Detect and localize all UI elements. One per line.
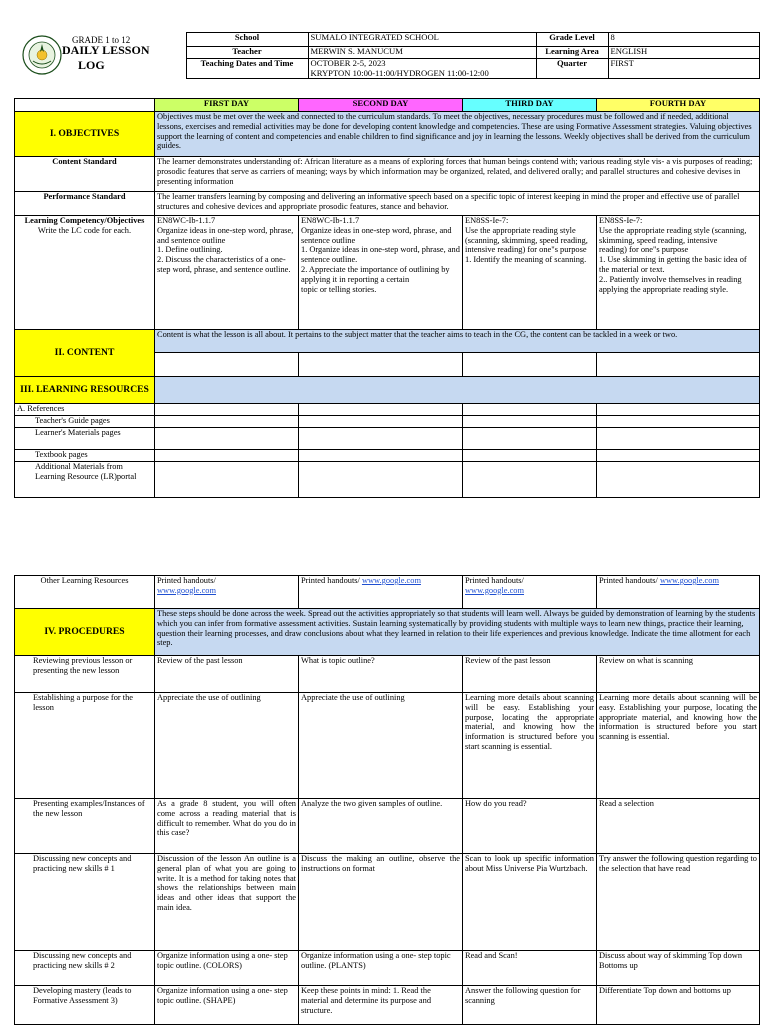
procedure-cell: Appreciate the use of outlining [299, 693, 463, 799]
references-label: A. References [15, 404, 155, 416]
resource-link[interactable]: www.google.com [659, 576, 719, 585]
dates-value [308, 59, 536, 79]
logo-line-3: LOG [78, 57, 105, 72]
teachers-guide-label: Teacher's Guide pages [15, 416, 155, 428]
day-3-header: THIRD DAY [463, 99, 597, 112]
procedure-cell: What is topic outline? [299, 656, 463, 693]
competency-line: Use the appropriate reading style (scanning, skimming, speed reading, intensive [599, 225, 747, 245]
cell [597, 416, 760, 428]
content-label: II. CONTENT [15, 330, 155, 377]
procedure-cell: Appreciate the use of outlining [155, 693, 299, 799]
grade-label: Grade Level [536, 33, 608, 47]
competency-label-line2: Write the LC code for each. [37, 225, 132, 235]
competency-day-3 [463, 216, 597, 330]
lesson-table [14, 98, 760, 498]
cell [155, 462, 299, 498]
competency-line: 1. Use skimming in getting the basic idea of the material or text. [599, 255, 747, 274]
other-resources-label: Other Learning Resources [15, 576, 155, 609]
procedure-cell: Analyze the two given samples of outline. [299, 799, 463, 854]
competency-line: 1. Define outlining. [157, 245, 223, 255]
procedures-text: These steps should be done across the week. Spread out the activities appropriately so that students will learn well. Always be guided by demonstration of learning by the students which you can infer from formative assessment activities. Sustain learning systematically by providing students with multiple ways to learn new things, practice their learning, question their learning processes, and draw conclusions about what they learned in relation to their life experiences and previous knowledge. Indicate the time allotment for each step. [155, 609, 760, 656]
resources-band [155, 377, 760, 404]
logo-block [18, 33, 186, 79]
procedure-cell: Discuss about way of skimming Top down Bottoms up [597, 951, 760, 986]
procedure-cell: As a grade 8 student, you will often come across a reading material that is difficult to remember. What do you do in this case? [155, 799, 299, 854]
procedure-cell: Review on what is scanning [597, 656, 760, 693]
performance-standard-label: Performance Standard [15, 192, 155, 216]
cell [155, 450, 299, 462]
procedure-cell: Organize information using a one- step topic outline. (SHAPE) [155, 986, 299, 1025]
header-table [18, 32, 760, 79]
area-label: Learning Area [536, 47, 608, 59]
procedure-cell: Read a selection [597, 799, 760, 854]
additional-materials-label: Additional Materials from Learning Resource (LR)portal [15, 462, 155, 498]
competency-day-1 [155, 216, 299, 330]
procedure-cell: Try answer the following question regarding to the selection that have read [597, 854, 760, 951]
cell [597, 450, 760, 462]
handout-text: Printed handouts/ [157, 576, 216, 585]
content-day-2 [299, 353, 463, 377]
competency-day-4 [597, 216, 760, 330]
textbook-pages-label: Textbook pages [15, 450, 155, 462]
grade-value: 8 [608, 33, 759, 47]
area-value: ENGLISH [608, 47, 759, 59]
cell [155, 416, 299, 428]
procedure-cell: Discuss the making an outline, observe the instructions on format [299, 854, 463, 951]
competency-line: 2.. Patiently involve themselves in reading applying the appropriate reading style. [599, 274, 742, 294]
logo-line-2: DAILY LESSON [62, 42, 150, 57]
content-text: Content is what the lesson is all about. It pertains to the subject matter that the teacher aims to teach in the CG, the content can be tackled in a week or two. [155, 330, 760, 353]
other-resources-day-1 [155, 576, 299, 609]
procedure-cell: How do you read? [463, 799, 597, 854]
competency-line: EN8WC-Ib-1.1.7 [301, 216, 360, 225]
cell [463, 416, 597, 428]
competency-line: Organize ideas in one-step word, phrase, and sentence outline [157, 225, 294, 245]
other-resources-day-2 [299, 576, 463, 609]
times-text: KRYPTON 10:00-11:00/HYDROGEN 11:00-12:00 [310, 67, 489, 78]
competency-line: EN8SS-Ie-7: [465, 216, 509, 225]
day-1-header: FIRST DAY [155, 99, 299, 112]
procedure-cell: Review of the past lesson [463, 656, 597, 693]
procedure-cell: Discussion of the lesson An outline is a general plan of what you are going to write. It is a method for taking notes that shows the relationships between main ideas and other ideas that support the main idea. [155, 854, 299, 951]
competency-label [15, 216, 155, 330]
procedure-cell: Learning more details about scanning will be easy. Establishing your purpose, locating the appropriate material, and knowing how the information is structured before you start scanning is essential. [463, 693, 597, 799]
resource-link[interactable]: www.google.com [361, 576, 421, 585]
procedure-cell: Answer the following question for scanning [463, 986, 597, 1025]
procedures-label: IV. PROCEDURES [15, 609, 155, 656]
cell [155, 428, 299, 450]
cell [299, 404, 463, 416]
procedure-row-label: Establishing a purpose for the lesson [15, 693, 155, 799]
competency-line: Organize ideas in one-step word, phrase, and sentence outline [301, 225, 452, 245]
procedure-row-label: Presenting examples/Instances of the new lesson [15, 799, 155, 854]
procedure-row-label: Developing mastery (leads to Formative Assessment 3) [15, 986, 155, 1025]
dates-text: OCTOBER 2-5, 2023 [310, 58, 386, 68]
other-resources-day-4 [597, 576, 760, 609]
cell [463, 404, 597, 416]
cell [597, 404, 760, 416]
competency-line: 2. Discuss the characteristics of a one-step word, phrase, and sentence outline. [157, 255, 291, 274]
procedure-cell: Scan to look up specific information about Miss Universe Pia Wurtzbach. [463, 854, 597, 951]
quarter-value: FIRST [608, 59, 759, 79]
competency-line: 1. Organize ideas in one-step word, phrase, and sentence outline. [301, 245, 460, 265]
cell [299, 416, 463, 428]
cell [299, 428, 463, 450]
objectives-text: Objectives must be met over the week and connected to the curriculum standards. To meet the objectives, necessary procedures must be followed and if needed, additional lessons, exercises and remedial activities may be done for developing content knowledge and competencies. These are using Formative Assessment strategies. Valuing objectives support the learning of content and competencies and enable children to find significance and joy in learning the lessons. Weekly objectives shall be derived from the curriculum guides. [155, 112, 760, 157]
day-4-header: FOURTH DAY [597, 99, 760, 112]
school-value: SUMALO INTEGRATED SCHOOL [308, 33, 536, 47]
competency-line: EN8SS-Ie-7: [599, 216, 643, 225]
handout-text: Printed handouts/ [301, 576, 360, 585]
handout-text: Printed handouts/ [465, 576, 524, 585]
learners-materials-label: Learner's Materials pages [15, 428, 155, 450]
teacher-label: Teacher [186, 47, 308, 59]
cell [299, 462, 463, 498]
content-day-4 [597, 353, 760, 377]
competency-line: Use the appropriate reading style (scanning, skimming, speed reading, intensive reading) for one"s purpose [465, 225, 588, 255]
dates-label: Teaching Dates and Time [186, 59, 308, 79]
handout-text: Printed handouts/ [599, 576, 658, 585]
procedure-cell: Differentiate Top down and bottoms up [597, 986, 760, 1025]
procedure-cell: Organize information using a one- step topic outline. (PLANTS) [299, 951, 463, 986]
resources-label: III. LEARNING RESOURCES [15, 377, 155, 404]
competency-day-2 [299, 216, 463, 330]
competency-line: topic or telling stories. [301, 284, 377, 294]
logo-line-1: GRADE 1 to 12 [72, 34, 131, 45]
day-2-header: SECOND DAY [299, 99, 463, 112]
performance-standard-text: The learner transfers learning by composing and delivering an informative speech based on a specific topic of interest keeping in mind the proper and effective use of parallel structures and cohesive devices and appropriate prosodic features, stance and behavior. [155, 192, 760, 216]
cell [463, 428, 597, 450]
cell [597, 462, 760, 498]
other-resources-day-3 [463, 576, 597, 609]
cell [597, 428, 760, 450]
content-standard-text: The learner demonstrates understanding of: African literature as a means of exploring forces that human beings contend with; various reading style vis- a vis purposes of reading; prosodic features that serve as carriers of meaning; ways by which information may be organized, related, and delivered orally; and parallel structures and cohesive devises in presenting information [155, 157, 760, 192]
procedure-row-label: Reviewing previous lesson or presenting the new lesson [15, 656, 155, 693]
procedure-row-label: Discussing new concepts and practicing new skills # 2 [15, 951, 155, 986]
cell [299, 450, 463, 462]
cell [463, 450, 597, 462]
competency-label-line1: Learning Competency/Objectives [24, 216, 145, 225]
resource-link[interactable]: www.google.com [465, 585, 525, 595]
cell [155, 404, 299, 416]
quarter-label: Quarter [536, 59, 608, 79]
competency-line: 1. Identify the meaning of scanning. [465, 255, 587, 265]
competency-line: 2. Appreciate the importance of outlining by applying it in reporting a certain [301, 264, 450, 284]
competency-line: reading) for one"s purpose [599, 245, 689, 255]
school-label: School [186, 33, 308, 47]
procedure-row-label: Discussing new concepts and practicing new skills # 1 [15, 854, 155, 951]
teacher-value: MERWIN S. MANUCUM [308, 47, 536, 59]
procedure-cell: Read and Scan! [463, 951, 597, 986]
objectives-label: I. OBJECTIVES [15, 112, 155, 157]
competency-line: EN8WC-Ib-1.1.7 [157, 216, 216, 225]
procedures-table [14, 575, 760, 1025]
content-day-1 [155, 353, 299, 377]
content-day-3 [463, 353, 597, 377]
procedure-cell: Review of the past lesson [155, 656, 299, 693]
procedure-cell: Learning more details about scanning will be easy. Establishing your purpose, locating the appropriate material, and knowing how the information is structured before you start scanning is essential. [597, 693, 760, 799]
resource-link[interactable]: www.google.com [157, 585, 217, 595]
procedure-cell: Organize information using a one- step topic outline. (COLORS) [155, 951, 299, 986]
procedure-cell: Keep these points in mind: 1. Read the material and determine its purpose and structure. [299, 986, 463, 1025]
deped-seal-icon [22, 35, 62, 75]
cell [463, 462, 597, 498]
content-standard-label: Content Standard [15, 157, 155, 192]
blank-corner [15, 99, 155, 112]
